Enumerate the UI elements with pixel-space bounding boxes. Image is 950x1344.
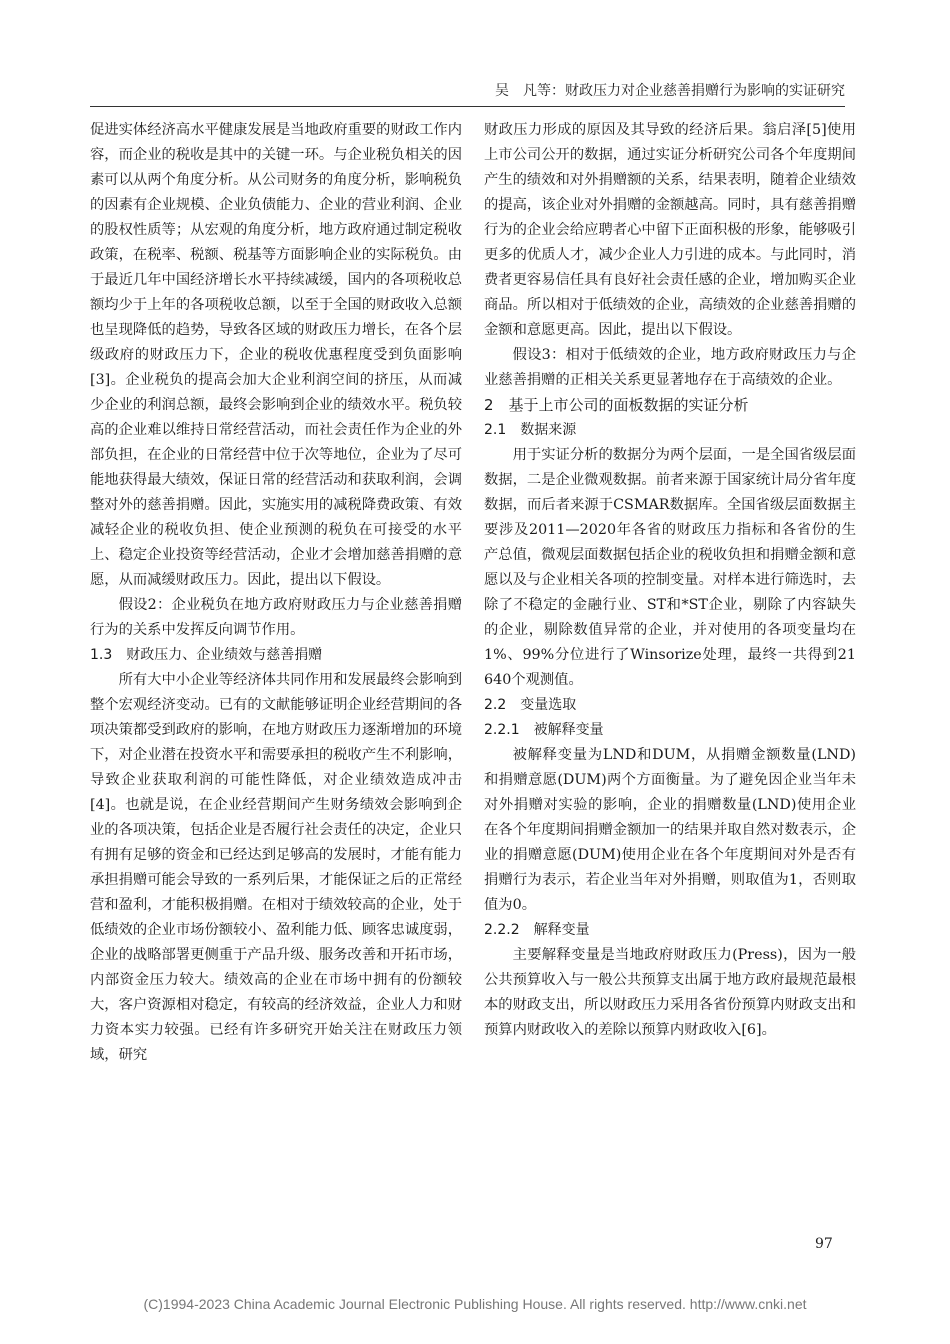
section-heading-2: 2 基于上市公司的面板数据的实证分析 (484, 396, 749, 414)
section-heading-2-2-1: 2.2.1 被解释变量 (484, 722, 604, 738)
right-column (484, 118, 856, 1043)
hypothesis-2: 假设2：企业税负在地方政府财政压力与企业慈善捐赠行为的关系中发挥反向调节作用。 (90, 597, 462, 638)
paragraph: 被解释变量为LND和DUM，从捐赠金额数量(LND)和捐赠意愿(DUM)两个方面衡量。为了避免因企业当年未对外捐赠对实验的影响，企业的捐赠数量(LND)使用企业在各个年度期间捐赠金额加一的结果并取自然对数表示，企业的捐赠意愿(DUM)使用企业在各个年度期间对外是否有捐赠行为表示，若企业当年对外捐赠，则取值为1，否则取值为0。 (484, 747, 856, 913)
section-heading-2-1: 2.1 数据来源 (484, 422, 577, 438)
left-column (90, 118, 462, 1068)
paragraph: 促进实体经济高水平健康发展是当地政府重要的财政工作内容，而企业的税收是其中的关键一环。与企业税负相关的因素可以从两个角度分析。从公司财务的角度分析，影响税负的因素有企业规模、企业负债能力、企业的营业利润、企业的股权性质等；从宏观的角度分析，地方政府通过制定税收政策，在税率、税额、税基等方面影响企业的实际税负。由于最近几年中国经济增长水平持续减缓，国内的各项税收总额均少于上年的各项税收总额，以至于全国的财政收入总额也呈现降低的趋势，导致各区域的财政压力增长，在各个层级政府的财政压力下，企业的税收优惠程度受到负面影响[3]。企业税负的提高会加大企业利润空间的挤压，从而减少企业的利润总额，最终会影响到企业的绩效水平。税负较高的企业难以维持日常经营活动，而社会责任作为企业的外部负担，在企业的日常经营中位于次等地位，企业为了尽可能地获得最大绩效，保证日常的经营活动和获取利润，会调整对外的慈善捐赠。因此，实施实用的减税降费政策、有效减轻企业的税收负担、使企业预测的税负在可接受的水平上、稳定企业投资等经营活动，企业才会增加慈善捐赠的意愿，从而减缓财政压力。因此，提出以下假设。 (90, 122, 462, 588)
paragraph: 用于实证分析的数据分为两个层面，一是全国省级层面数据，二是企业微观数据。前者来源于国家统计局分省年度数据，而后者来源于CSMAR数据库。全国省级层面数据主要涉及2011—2020年各省的财政压力指标和各省份的生产总值，微观层面数据包括企业的税收负担和捐赠金额和意愿以及与企业相关各项的控制变量。对样本进行筛选时，去除了不稳定的金融行业、ST和*ST企业，剔除了内容缺失的企业，剔除数值异常的企业，并对使用的各项变量均在1%、99%分位进行了Winsorize处理，最终一共得到21 640个观测值。 (484, 447, 856, 688)
copyright-footer: (C)1994-2023 China Academic Journal Electronic Publishing House. All rights reserved. http://www.cnki.net (143, 1296, 807, 1312)
paragraph: 所有大中小企业等经济体共同作用和发展最终会影响到整个宏观经济变动。已有的文献能够证明企业经营期间的各项决策都受到政府的影响，在地方财政压力逐渐增加的环境下，对企业潜在投资水平和需要承担的税收产生不利影响，导致企业获取利润的可能性降低，对企业绩效造成冲击[4]。也就是说，在企业经营期间产生财务绩效会影响到企业的各项决策，包括企业是否履行社会责任的决定，企业只有拥有足够的资金和已经达到足够高的发展时，才能有能力承担捐赠可能会导致的一系列后果，才能保证之后的正常经营和盈利，才能积极捐赠。在相对于绩效较高的企业，处于低绩效的企业市场份额较小、盈利能力低、顾客忠诚度弱，企业的战略部署更侧重于产品升级、服务改善和开拓市场，内部资金压力较大。绩效高的企业在市场中拥有的份额较大，客户资源相对稳定，有较高的经济效益，企业人力和财力资本实力较强。已经有许多研究开始关注在财政压力领域，研究 (90, 672, 462, 1063)
section-heading-2-2-2: 2.2.2 解释变量 (484, 922, 590, 938)
paragraph: 财政压力形成的原因及其导致的经济后果。翁启泽[5]使用上市公司公开的数据，通过实证分析研究公司各个年度期间产生的绩效和对外捐赠额的关系，结果表明，随着企业绩效的提高，该企业对外捐赠的金额越高。同时，具有慈善捐赠行为的企业会给应聘者心中留下正面积极的形象，能够吸引更多的优质人才，减少企业人力引进的成本。与此同时，消费者更容易信任具有良好社会责任感的企业，增加购买企业商品。所以相对于低绩效的企业，高绩效的企业慈善捐赠的金额和意愿更高。因此，提出以下假设。 (484, 122, 856, 338)
section-heading-1-3: 1.3 财政压力、企业绩效与慈善捐赠 (90, 647, 323, 663)
hypothesis-3: 假设3：相对于低绩效的企业，地方政府财政压力与企业慈善捐赠的正相关关系更显著地存在于高绩效的企业。 (484, 347, 856, 388)
running-title: 吴 凡等：财政压力对企业慈善捐赠行为影响的实证研究 (495, 83, 845, 99)
paragraph: 主要解释变量是当地政府财政压力(Press)，因为一般公共预算收入与一般公共预算支出属于地方政府最规范最根本的财政支出，所以财政压力采用各省份预算内财政支出和预算内财政收入的差除以预算内财政收入[6]。 (484, 947, 856, 1038)
page-number: 97 (815, 1236, 833, 1252)
section-heading-2-2: 2.2 变量选取 (484, 697, 577, 713)
running-header (90, 80, 845, 107)
